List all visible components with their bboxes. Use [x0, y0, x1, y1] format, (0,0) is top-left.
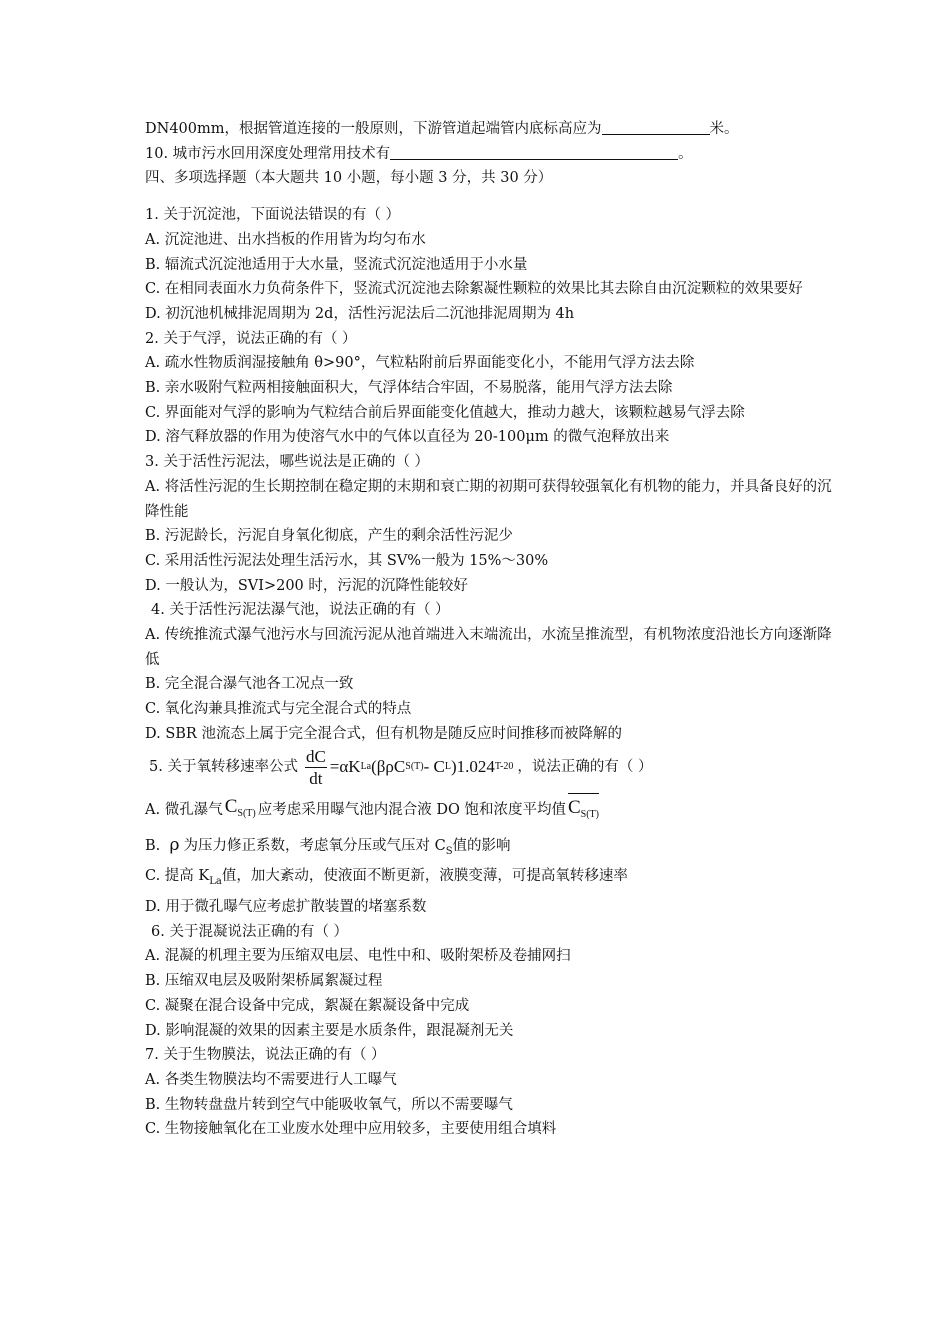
option-c: C. 在相同表面水力负荷条件下，竖流式沉淀池去除絮凝性颗粒的效果比其去除自由沉淀颗粒的效果要好	[145, 281, 803, 298]
option-b: B. 亲水吸附气粒两相接触面积大，气浮体结合牢固，不易脱落，能用气浮方法去除	[145, 380, 673, 397]
option-d: D. SBR 池流态上属于完全混合式，但有机物是随反应时间推移而被降解的	[145, 725, 622, 742]
question-stem: 1. 关于沉淀池，下面说法错误的有（ ）	[145, 207, 401, 224]
numerator: dC	[305, 747, 326, 767]
answer-blank	[390, 144, 678, 160]
text: 。	[678, 145, 693, 162]
text: ，说法正确的有（ ）	[517, 759, 653, 776]
option-a: A. 混凝的机理主要为压缩双电层、电性中和、吸附架桥及卷捕网扫	[145, 948, 571, 965]
text: B.	[145, 837, 161, 854]
option-a: A. 各类生物膜法均不需要进行人工曝气	[145, 1071, 397, 1088]
formula-part: (βρC	[371, 757, 406, 777]
question-stem: 3. 关于活性污泥法，哪些说法是正确的（ ）	[145, 454, 430, 471]
option-d: D. 初沉池机械排泥周期为 2d，活性污泥法后二沉池排泥周期为 4h	[145, 305, 575, 322]
rho-symbol: ρ	[169, 834, 180, 855]
text: 米。	[709, 121, 739, 137]
option-c	[145, 864, 845, 895]
option-a: A. 沉淀池进、出水挡板的作用皆为均匀布水	[145, 231, 426, 248]
question-stem: 7. 关于生物膜法，说法正确的有（ ）	[145, 1047, 386, 1064]
cs-average-symbol: $C_{S(T)}$	[568, 793, 599, 828]
subscript: L	[444, 761, 451, 773]
question-stem: 4. 关于活性污泥法瀑气池，说法正确的有（ ）	[151, 602, 450, 619]
subscript: La	[209, 876, 222, 888]
question-stem: 2. 关于气浮，说法正确的有（ ）	[145, 330, 357, 347]
option-b: B. 生物转盘盘片转到空气中能吸收氧气，所以不需要曝气	[145, 1096, 513, 1113]
option-c: C. 界面能对气浮的影响为气粒结合前后界面能变化值越大，推动力越大，该颗粒越易气浮去除	[145, 404, 745, 421]
text: 10. 城市污水回用深度处理常用技术有	[145, 145, 391, 162]
superscript: T-20	[494, 761, 514, 773]
option-d: D. 一般认为，SVI>200 时，污泥的沉降性能较好	[145, 577, 468, 594]
option-c: C. 氧化沟兼具推流式与完全混合式的特点	[145, 701, 412, 718]
option-b	[145, 833, 845, 865]
option-a: A. 传统推流式瀑气池污水与回流污泥从池首端进入末端流出，水流呈推流型，有机物浓度沿池长方向逐渐降低	[145, 627, 832, 668]
text: 应考虑采用曝气池内混合液 DO 饱和浓度平均值	[257, 802, 566, 819]
option-a: A. 疏水性物质润湿接触角 θ>90°，气粒粘附前后界面能变化小，不能用气浮方法去除	[145, 355, 695, 372]
option-d: D. 用于微孔曝气应考虑扩散装置的堵塞系数	[145, 898, 427, 915]
formula-part: - C	[423, 757, 445, 777]
subscript: S(T)	[405, 761, 424, 773]
option-c: C. 凝聚在混合设备中完成，絮凝在絮凝设备中完成	[145, 997, 470, 1014]
text: 为压力修正系数，考虑氧分压或气压对 C	[183, 837, 446, 854]
text: A. 微孔瀑气	[145, 802, 223, 819]
text: DN400mm，根据管道连接的一般原则，下游管道起端管内底标高应为	[145, 121, 602, 137]
option-c: C. 采用活性污泥法处理生活污水，其 SV%一般为 15%～30%	[145, 552, 549, 569]
denominator: dt	[309, 769, 323, 789]
fill-blank-line-10	[145, 142, 845, 167]
option-b: B. 压缩双电层及吸附架桥属絮凝过程	[145, 973, 383, 990]
answer-blank	[602, 119, 710, 135]
oxygen-transfer-formula	[302, 748, 513, 787]
cs-symbol: $C_{S(T)}$	[224, 795, 256, 819]
question-stem-formula	[145, 747, 845, 789]
option-a	[145, 789, 845, 833]
subscript: S	[445, 845, 453, 857]
section-heading: 四、多项选择题（本大题共 10 小题，每小题 3 分，共 30 分）	[145, 170, 553, 187]
option-b: B. 污泥龄长，污泥自身氧化彻底，产生的剩余活性污泥少	[145, 528, 513, 545]
option-d: D. 影响混凝的效果的因素主要是水质条件，跟混凝剂无关	[145, 1022, 514, 1039]
option-c: C. 生物接触氧化在工业废水处理中应用较多，主要使用组合填料	[145, 1121, 557, 1138]
fill-blank-line-9	[145, 117, 845, 142]
option-a: A. 将活性污泥的生长期控制在稳定期的末期和衰亡期的初期可获得较强氧化有机物的能力，并具备良好的沉降性能	[145, 478, 832, 520]
text: 值的影响	[452, 837, 511, 854]
option-b: B. 辐流式沉淀池适用于大水量，竖流式沉淀池适用于小水量	[145, 256, 528, 273]
formula-part: =αK	[329, 757, 361, 777]
option-d: D. 溶气释放器的作用为使溶气水中的气体以直径为 20-100μm 的微气泡释放出来	[145, 429, 670, 446]
question-stem: 6. 关于混凝说法正确的有（ ）	[151, 923, 349, 940]
subscript: La	[360, 761, 372, 773]
fraction	[305, 748, 327, 787]
option-b: B. 完全混合瀑气池各工况点一致	[145, 676, 354, 693]
text: 5. 关于氧转移速率公式	[149, 759, 298, 776]
exam-content	[145, 117, 845, 1142]
formula-part: )1.024	[450, 757, 495, 777]
text: 值，加大紊动，使液面不断更新，液膜变薄，可提高氧转移速率	[221, 868, 628, 885]
text: C. 提高 K	[145, 868, 210, 885]
